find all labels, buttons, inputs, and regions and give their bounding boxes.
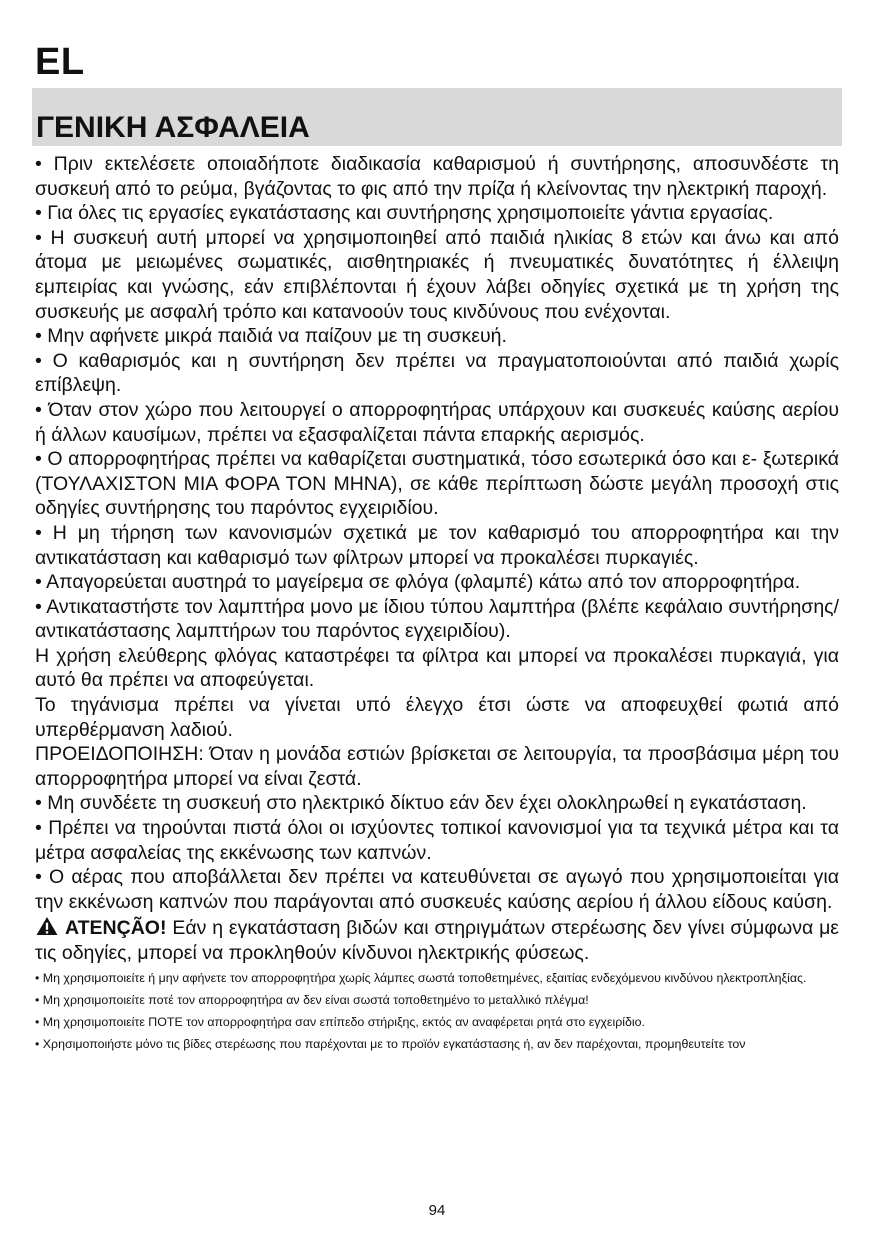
paragraph: • Όταν στον χώρο που λειτουργεί ο απορροφητήρας υπάρχουν και συσκευές καύσης αερίου ή άλλων καυσίμων, πρέπει να εξασφαλίζεται πάντα επαρκής αερισμός.: [35, 398, 839, 446]
section-title: ΓΕΝΙΚΗ ΑΣΦΑΛΕΙΑ: [36, 111, 310, 144]
paragraph: • Πρέπει να τηρούνται πιστά όλοι οι ισχύοντες τοπικοί κανονισμοί για τα τεχνικά μέτρα και τα μέτρα ασφαλείας της εκκένωσης των καπνών.: [35, 817, 839, 864]
paragraph: • Αντικαταστήστε τον λαμπτήρα μονο με ίδιου τύπου λαμπτήρα (βλέπε κεφάλαιο συντήρησης/αντικατάστασης λαμπτήρων του παρόντος εγχειριδίου).: [35, 595, 839, 643]
paragraph: ΠΡΟΕΙΔΟΠΟΙΗΣΗ: Όταν η μονάδα εστιών βρίσκεται σε λειτουργία, τα προσβάσιμα μέρη του απορροφητήρα μπορεί να είναι ζεστά.: [35, 743, 839, 790]
paragraph: • Για όλες τις εργασίες εγκατάστασης και συντήρησης χρησιμοποιείτε γάντια εργασίας.: [35, 202, 774, 225]
paragraph: • Μην αφήνετε μικρά παιδιά να παίζουν με τη συσκευή.: [35, 325, 507, 348]
warning-notice: [35, 916, 839, 966]
page-number: 94: [428, 1202, 446, 1219]
paragraph: • Απαγορεύεται αυστηρά το μαγείρεμα σε φλόγα (φλαμπέ) κάτω από τον απορροφητήρα.: [35, 571, 801, 594]
warning-triangle-icon: [35, 916, 59, 936]
safety-text-body: [35, 152, 839, 1057]
small-paragraph: • Μη χρησιμοποιείτε ή μην αφήνετε τον απορροφητήρα χωρίς λάμπες σωστά τοποθετημένες, εξαιτίας ενδεχόμενου κινδύνου ηλεκτροπληξίας.: [35, 971, 807, 986]
section-title-bar: [32, 88, 842, 146]
paragraph: • Μη συνδέετε τη συσκευή στο ηλεκτρικό δίκτυο εάν δεν έχει ολοκληρωθεί η εγκατάσταση.: [35, 792, 807, 815]
paragraph: • Η συσκευή αυτή μπορεί να χρησιμοποιηθεί από παιδιά ηλικίας 8 ετών και άνω και από άτομα με μειωμένες σωματικές, αισθητηριακές ή πνευματικές δυνατότητες ή έλλειψη εμπειρίας και γνώσης, εάν επιβλέπονται ή έχουν λάβει οδηγίες σχετικά με τη χρήση της συσκευής με ασφαλή τρόπο και κατανοούν τους κινδύνους που ενέχονται.: [35, 226, 839, 323]
paragraph: • Πριν εκτελέσετε οποιαδήποτε διαδικασία καθαρισμού ή συντήρησης, αποσυνδέστε τη συσκευή από το ρεύμα, βγάζοντας το φις από την πρίζα ή κλείνοντας την ηλεκτρική παροχή.: [35, 153, 839, 200]
warning-label: ATENÇÃO!: [65, 917, 167, 940]
paragraph: • Ο αέρας που αποβάλλεται δεν πρέπει να κατευθύνεται σε αγωγό που χρησιμοποιείται για την εκκένωση καπνών που παράγονται από συσκευές καύσης αερίου ή άλλου είδους καύση.: [35, 866, 839, 913]
paragraph: • Η μη τήρηση των κανονισμών σχετικά με τον καθαρισμό του απορροφητήρα και την αντικατάσταση και καθαρισμό των φίλτρων μπορεί να προκαλέσει πυρκαγιές.: [35, 521, 839, 569]
paragraph: • Ο απορροφητήρας πρέπει να καθαρίζεται συστηματικά, τόσο εσωτερικά όσο και ε- ξωτερικά (ΤΟΥΛΑΧΙΣΤΟΝ ΜΙΑ ΦΟΡΑ ΤΟΝ ΜΗΝΑ), σε κάθε περίπτωση δώστε μεγάλη προσοχή στις οδηγίες συντήρησης του παρόντος εγχειριδίου.: [35, 448, 839, 520]
small-paragraph: • Μη χρησιμοποιείτε ποτέ τον απορροφητήρα αν δεν είναι σωστά τοποθετημένο το μεταλλικό πλέγμα!: [35, 993, 589, 1008]
paragraph: Η χρήση ελεύθερης φλόγας καταστρέφει τα φίλτρα και μπορεί να προκαλέσει πυρκαγιά, για αυτό θα πρέπει να αποφεύγεται.: [35, 644, 839, 692]
paragraph: Το τηγάνισμα πρέπει να γίνεται υπό έλεγχο έτσι ώστε να αποφευχθεί φωτιά από υπερθέρμανση λαδιού.: [35, 694, 839, 741]
small-paragraph: • Χρησιμοποιήστε μόνο τις βίδες στερέωσης που παρέχονται με το προϊόν εγκατάστασης ή, αν δεν παρέχονται, προμηθευτείτε τον: [35, 1037, 746, 1052]
small-paragraph: • Μη χρησιμοποιείτε ΠΟΤΕ τον απορροφητήρα σαν επίπεδο στήριξης, εκτός αν αναφέρεται ρητά στο εγχειρίδιο.: [35, 1015, 645, 1030]
paragraph: • Ο καθαρισμός και η συντήρηση δεν πρέπει να πραγματοποιούνται από παιδιά χωρίς επίβλεψη.: [35, 349, 839, 397]
language-code: EL: [35, 41, 85, 83]
warning-text: Εάν η εγκατάσταση βιδών και στηριγμάτων στερέωσης δεν γίνει σύμφωνα με τις οδηγίες, μπορεί να προκληθούν κίνδυνοι ηλεκτρικής φύσεως.: [35, 917, 839, 965]
